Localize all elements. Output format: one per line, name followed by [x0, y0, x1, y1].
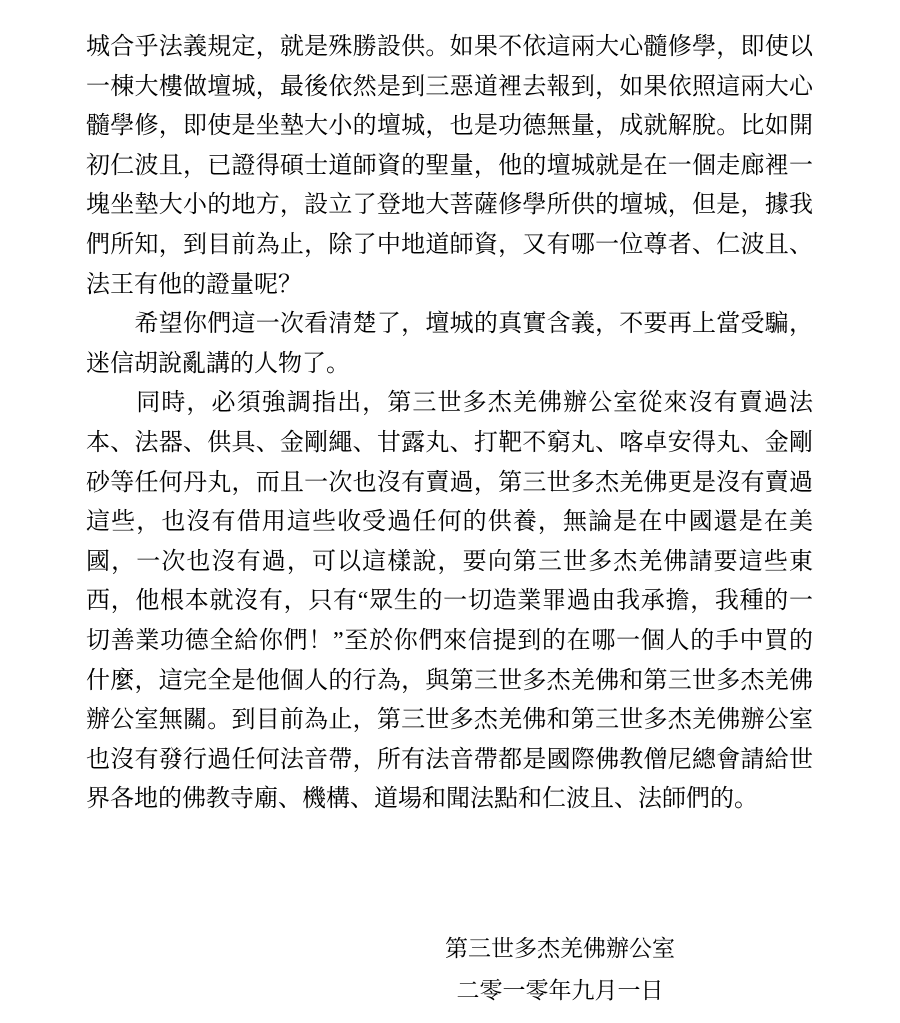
text-line: 砂等任何丹丸，而且一次也沒有賣過，第三世多杰羌佛更是沒有賣過 — [86, 469, 813, 496]
signature-office: 第三世多杰羌佛辦公室 — [445, 936, 675, 961]
text-line: 髓學修，即使是坐墊大小的壇城，也是功德無量，成就解脫。比如開 — [86, 113, 813, 140]
text-line: 也沒有發行過任何法音帶，所有法音帶都是國際佛教僧尼總會請給世 — [86, 746, 813, 773]
text-line-paragraph-end: 迷信胡說亂講的人物了。 — [86, 350, 350, 377]
text-line: 初仁波且，已證得碩士道師資的聖量，他的壇城就是在一個走廊裡一 — [86, 152, 813, 179]
document-body — [86, 28, 813, 820]
text-line: 同時，必須強調指出，第三世多杰羌佛辦公室從來沒有賣過法 — [86, 390, 813, 417]
text-line-paragraph-end: 界各地的佛教寺廟、機構、道場和聞法點和仁波且、法師們的。 — [86, 786, 758, 813]
text-line: 切善業功德全給你們！”至於你們來信提到的在哪一個人的手中買的 — [86, 627, 813, 654]
text-line: 本、法器、供具、金剛繩、甘露丸、打靶不窮丸、喀卓安得丸、金剛 — [86, 429, 813, 456]
text-line-paragraph-end: 法王有他的證量呢？ — [86, 271, 302, 298]
signature-block — [0, 928, 900, 1012]
text-line: 們所知，到目前為止，除了中地道師資，又有哪一位尊者、仁波且、 — [86, 231, 813, 258]
signature-date: 二零一零年九月一日 — [456, 978, 664, 1003]
text-line: 這些，也沒有借用這些收受過任何的供養，無論是在中國還是在美 — [86, 509, 813, 536]
text-line: 國，一次也沒有過，可以這樣說，要向第三世多杰羌佛請要這些東 — [86, 548, 813, 575]
text-line: 辦公室無關。到目前為止，第三世多杰羌佛和第三世多杰羌佛辦公室 — [86, 707, 813, 734]
text-line: 塊坐墊大小的地方，設立了登地大菩薩修學所供的壇城，但是，據我 — [86, 192, 813, 219]
text-line: 一棟大樓做壇城，最後依然是到三惡道裡去報到，如果依照這兩大心 — [86, 73, 813, 100]
text-line: 希望你們這一次看清楚了，壇城的真實含義，不要再上當受騙， — [86, 311, 813, 338]
text-line: 城合乎法義規定，就是殊勝設供。如果不依這兩大心髓修學，即使以 — [86, 34, 813, 60]
text-line: 西，他根本就沒有，只有“眾生的一切造業罪過由我承擔，我種的一 — [86, 588, 813, 615]
text-line: 什麼，這完全是他個人的行為，與第三世多杰羌佛和第三世多杰羌佛 — [86, 667, 813, 694]
